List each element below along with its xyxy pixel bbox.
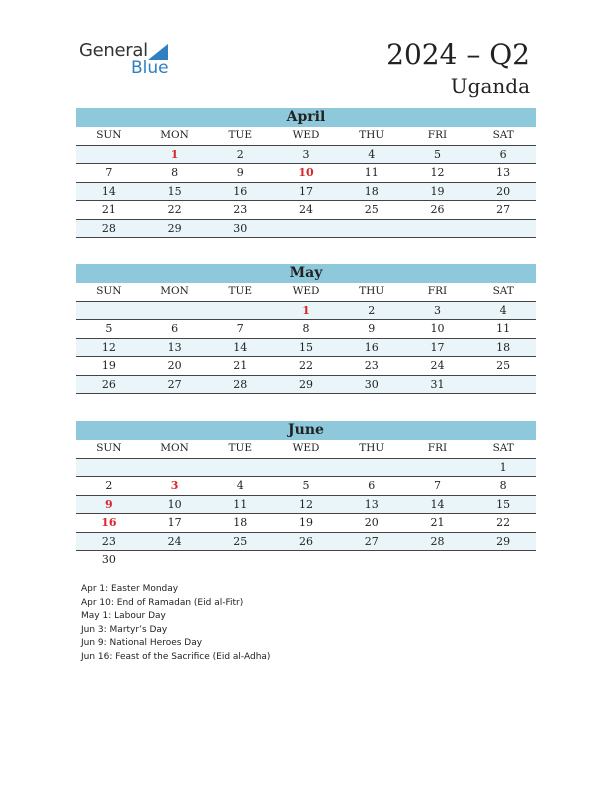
day-cell: 23 (101, 534, 116, 548)
day-cell: 11 (496, 322, 511, 335)
day-cell: 4 (499, 303, 507, 317)
month-june (76, 421, 536, 569)
week-row (76, 201, 536, 220)
month-name: June (76, 421, 536, 440)
day-cell: 13 (364, 497, 379, 511)
weekday-label: SUN (96, 285, 122, 297)
day-cell: 23 (364, 359, 379, 372)
empty-day-cell (273, 220, 339, 238)
day-cell: 25 (364, 203, 379, 216)
day-cell: 10 (167, 497, 182, 511)
empty-day-cell (405, 459, 471, 477)
page-title: 2024 – Q2 (386, 38, 530, 71)
empty-day-cell (339, 551, 405, 569)
country-name: Uganda (450, 74, 530, 98)
day-cell: 21 (101, 203, 116, 216)
day-cell: 16 (233, 184, 248, 198)
weekday-label: WED (292, 285, 320, 297)
week-row (76, 551, 536, 569)
weekday-label: SAT (492, 285, 514, 297)
day-cell: 7 (433, 479, 441, 492)
day-cell: 12 (299, 497, 314, 511)
day-cell: 6 (368, 479, 376, 492)
day-cell: 25 (233, 534, 248, 548)
weekday-label: TUE (228, 442, 253, 454)
day-cell: 7 (236, 322, 244, 335)
week-row (76, 320, 536, 339)
day-cell: 9 (105, 497, 113, 511)
empty-day-cell (273, 459, 339, 477)
day-cell: 14 (430, 497, 445, 511)
weekday-header-row (76, 283, 536, 302)
day-cell: 22 (299, 359, 314, 372)
day-cell: 19 (299, 516, 314, 529)
day-cell: 12 (101, 340, 116, 354)
day-cell: 23 (233, 203, 248, 216)
day-cell: 25 (496, 359, 511, 372)
day-cell: 10 (430, 322, 445, 335)
week-row (76, 357, 536, 376)
day-cell: 26 (101, 377, 116, 391)
day-cell: 28 (430, 534, 445, 548)
day-cell: 24 (167, 534, 182, 548)
day-cell: 27 (364, 534, 379, 548)
day-cell: 14 (101, 184, 116, 198)
empty-day-cell (405, 551, 471, 569)
day-cell: 17 (430, 340, 445, 354)
day-cell: 16 (101, 516, 117, 529)
day-cell: 21 (430, 516, 445, 529)
weekday-label: MON (160, 285, 189, 297)
month-april (76, 108, 536, 238)
month-name: May (76, 264, 536, 283)
weekday-label: MON (160, 129, 189, 141)
day-cell: 16 (364, 340, 379, 354)
day-cell: 30 (233, 221, 248, 235)
week-row (76, 302, 536, 321)
day-cell: 5 (433, 147, 441, 161)
day-cell: 19 (430, 184, 445, 198)
weekday-header-row (76, 127, 536, 146)
weekday-label: SUN (96, 442, 122, 454)
weekday-label: THU (359, 285, 385, 297)
empty-day-cell (76, 302, 142, 320)
weekday-label: SUN (96, 129, 122, 141)
empty-day-cell (273, 551, 339, 569)
day-cell: 2 (368, 303, 376, 317)
day-cell: 1 (499, 460, 507, 474)
logo-general-text: General (79, 40, 148, 61)
day-cell: 27 (167, 377, 182, 391)
weekday-label: TUE (228, 129, 253, 141)
empty-day-cell (207, 551, 273, 569)
empty-day-cell (405, 220, 471, 238)
week-row (76, 183, 536, 202)
empty-day-cell (76, 146, 142, 164)
day-cell: 13 (496, 166, 511, 179)
weekday-label: TUE (228, 285, 253, 297)
day-cell: 18 (364, 184, 379, 198)
day-cell: 28 (101, 221, 116, 235)
day-cell: 31 (430, 377, 445, 391)
week-row (76, 376, 536, 395)
day-cell: 1 (302, 303, 310, 317)
day-cell: 20 (496, 184, 511, 198)
day-cell: 26 (299, 534, 314, 548)
weekday-label: THU (359, 442, 385, 454)
day-cell: 7 (105, 166, 113, 179)
weekday-label: SAT (492, 442, 514, 454)
day-cell: 11 (364, 166, 379, 179)
day-cell: 8 (302, 322, 310, 335)
week-row (76, 496, 536, 515)
empty-day-cell (339, 459, 405, 477)
weekday-header-row (76, 440, 536, 459)
empty-day-cell (142, 302, 208, 320)
day-cell: 17 (299, 184, 314, 198)
day-cell: 14 (233, 340, 248, 354)
day-cell: 12 (430, 166, 445, 179)
empty-day-cell (142, 551, 208, 569)
day-cell: 5 (302, 479, 310, 492)
day-cell: 30 (101, 553, 116, 566)
day-cell: 6 (499, 147, 507, 161)
day-cell: 26 (430, 203, 445, 216)
weekday-label: MON (160, 442, 189, 454)
weekday-label: WED (292, 129, 320, 141)
day-cell: 2 (236, 147, 244, 161)
week-row (76, 339, 536, 358)
empty-day-cell (207, 459, 273, 477)
day-cell: 29 (496, 534, 511, 548)
day-cell: 15 (496, 497, 511, 511)
day-cell: 22 (496, 516, 511, 529)
holiday-note: Apr 1: Easter Monday (81, 584, 179, 594)
weekday-label: FRI (427, 442, 448, 454)
weekday-label: FRI (427, 285, 448, 297)
day-cell: 13 (167, 340, 182, 354)
weekday-label: SAT (492, 129, 514, 141)
day-cell: 15 (299, 340, 314, 354)
day-cell: 5 (105, 322, 113, 335)
week-row (76, 146, 536, 165)
empty-day-cell (76, 459, 142, 477)
day-cell: 19 (101, 359, 116, 372)
day-cell: 18 (496, 340, 511, 354)
empty-day-cell (339, 220, 405, 238)
day-cell: 30 (364, 377, 379, 391)
logo-blue-text: Blue (131, 58, 169, 78)
day-cell: 2 (105, 479, 113, 492)
day-cell: 18 (233, 516, 248, 529)
holiday-note: May 1: Labour Day (81, 611, 166, 621)
empty-day-cell (470, 376, 536, 394)
weekday-label: FRI (427, 129, 448, 141)
day-cell: 6 (171, 322, 179, 335)
weekday-label: WED (292, 442, 320, 454)
week-row (76, 164, 536, 183)
holiday-note: Jun 3: Martyr’s Day (81, 624, 168, 635)
day-cell: 8 (171, 166, 179, 179)
week-row (76, 533, 536, 552)
day-cell: 21 (233, 359, 248, 372)
day-cell: 29 (167, 221, 182, 235)
day-cell: 10 (298, 166, 314, 179)
holiday-note: Apr 10: End of Ramadan (Eid al-Fitr) (81, 597, 244, 608)
empty-day-cell (470, 551, 536, 569)
empty-day-cell (142, 459, 208, 477)
day-cell: 3 (433, 303, 441, 317)
day-cell: 9 (236, 166, 244, 179)
day-cell: 8 (499, 479, 507, 492)
empty-day-cell (207, 302, 273, 320)
day-cell: 17 (167, 516, 182, 529)
month-name: April (76, 108, 536, 127)
week-row (76, 514, 536, 533)
day-cell: 24 (299, 203, 314, 216)
day-cell: 4 (368, 147, 376, 161)
day-cell: 9 (368, 322, 376, 335)
day-cell: 29 (299, 377, 314, 391)
day-cell: 3 (302, 147, 310, 161)
day-cell: 27 (496, 203, 511, 216)
day-cell: 15 (167, 184, 182, 198)
month-may (76, 264, 536, 394)
week-row (76, 477, 536, 496)
week-row (76, 459, 536, 478)
empty-day-cell (470, 220, 536, 238)
day-cell: 24 (430, 359, 445, 372)
general-blue-logo (79, 40, 179, 80)
day-cell: 1 (170, 147, 179, 161)
holiday-note: Jun 9: National Heroes Day (81, 638, 203, 648)
holiday-note: Jun 16: Feast of the Sacrifice (Eid al-Adha) (81, 651, 271, 662)
weekday-label: THU (359, 129, 385, 141)
week-row (76, 220, 536, 239)
day-cell: 22 (167, 203, 182, 216)
day-cell: 11 (233, 497, 248, 511)
day-cell: 20 (364, 516, 379, 529)
day-cell: 3 (170, 479, 179, 492)
day-cell: 28 (233, 377, 248, 391)
day-cell: 4 (236, 479, 244, 492)
holiday-notes (81, 583, 270, 664)
day-cell: 20 (167, 359, 182, 372)
